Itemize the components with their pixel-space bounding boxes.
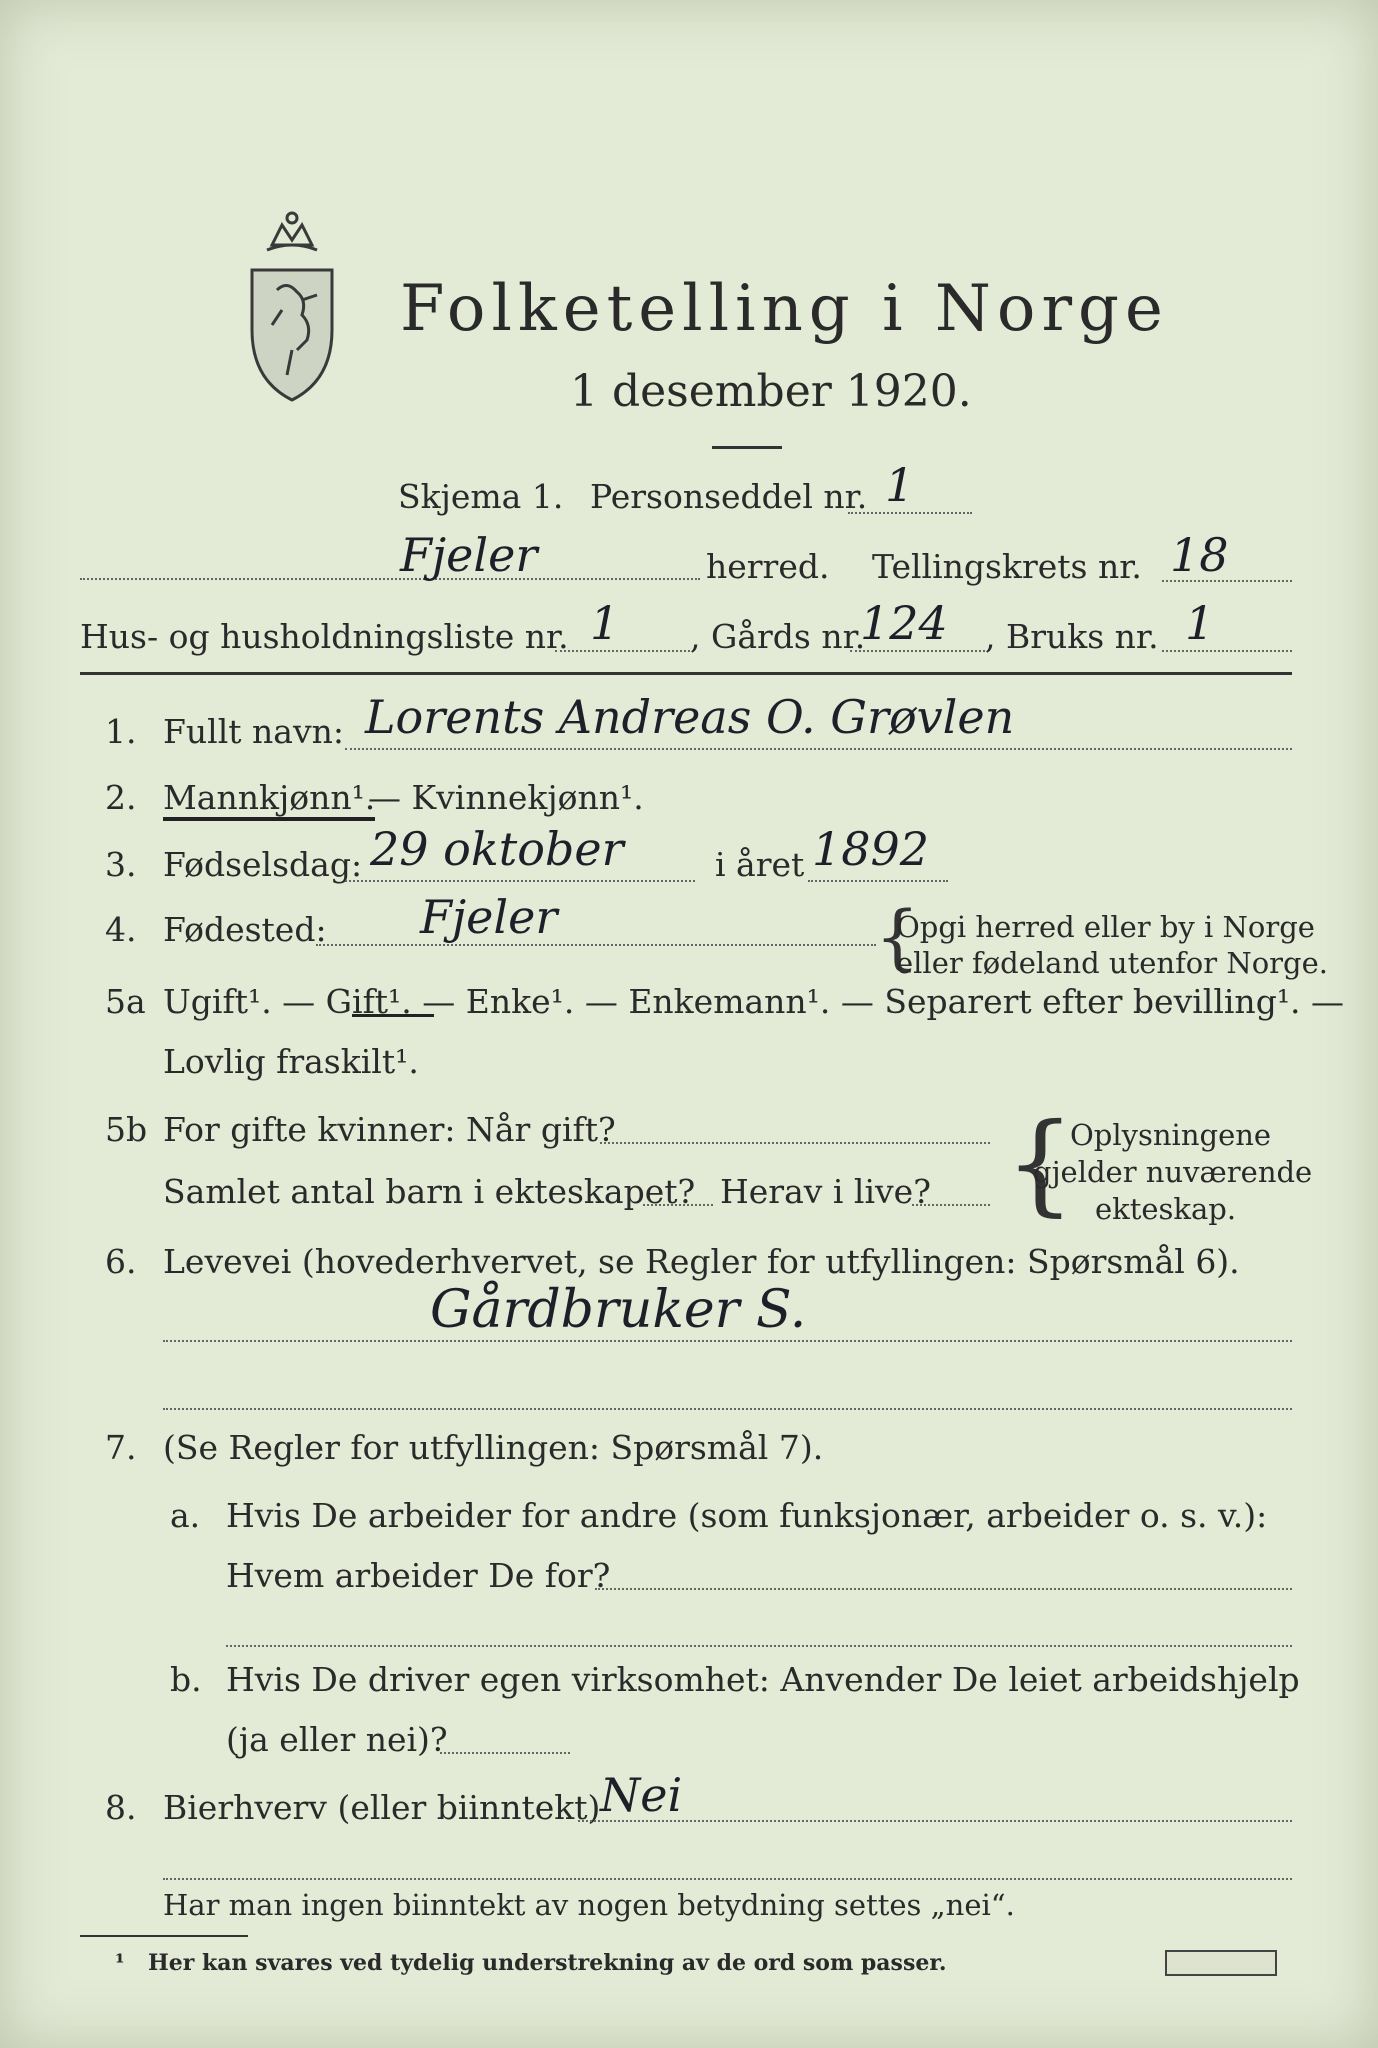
printer-stamp [1165, 1950, 1277, 1976]
q5b-number: 5b [105, 1110, 148, 1149]
q3-label: Fødselsdag: [163, 845, 363, 884]
side-income-value[interactable]: Nei [600, 1768, 683, 1822]
q5b-note-line1: Oplysningene [1070, 1118, 1272, 1152]
q7b-line1: Hvis De driver egen virksomhet: Anvender De leiet arbeidshjelp [226, 1660, 1300, 1699]
q7a-letter: a. [170, 1496, 201, 1535]
q4-number: 4. [105, 910, 137, 949]
marital-status-divorced[interactable]: Lovlig fraskilt¹. [163, 1042, 419, 1081]
q7-label: (Se Regler for utfyllingen: Spørsmål 7). [163, 1428, 824, 1467]
q5b-children-label: Samlet antal barn i ekteskapet? [163, 1172, 696, 1211]
q6-number: 6. [105, 1242, 137, 1281]
personseddel-value[interactable]: 1 [885, 458, 915, 512]
skjema-label: Skjema 1. [398, 477, 564, 516]
q8-number: 8. [105, 1788, 137, 1827]
footnote-text: Her kan svares ved tydelig understrekning av de ord som passer. [148, 1950, 947, 1976]
census-date: 1 desember 1920. [570, 366, 972, 417]
full-name-value[interactable]: Lorents Andreas O. Grøvlen [365, 690, 1015, 744]
birthdate-value[interactable]: 29 oktober [370, 822, 624, 876]
q7b-letter: b. [170, 1660, 202, 1699]
gards-label: , Gårds nr. [690, 617, 866, 656]
q1-number: 1. [105, 712, 137, 751]
personseddel-label: Personseddel nr. [590, 477, 868, 516]
tellingskrets-value[interactable]: 18 [1170, 528, 1229, 582]
q5b-alive-label: Herav i live? [720, 1172, 931, 1211]
coat-of-arms-icon [232, 200, 352, 410]
q8-note: Har man ingen biinntekt av nogen betydning settes „nei“. [163, 1888, 1015, 1922]
q3-number: 3. [105, 845, 137, 884]
q5b-married-label: For gifte kvinner: Når gift? [163, 1110, 616, 1149]
q1-label: Fullt navn: [163, 712, 344, 751]
q4-note-line2: eller fødeland utenfor Norge. [896, 946, 1328, 980]
gender-male-option[interactable]: Mannkjønn¹. [163, 778, 375, 821]
bruks-value[interactable]: 1 [1185, 596, 1215, 650]
census-form: Folketelling i Norge 1 desember 1920. Skjema 1. Personseddel nr. 1 Fjeler herred. Tellingskrets nr. 18 Hus- og husholdningsliste nr. 1 , Gårds nr. 124 , Bruks nr. 1 1. Fullt navn: Lorents Andreas O. Grøvlen 2. Mannkjønn¹. — Kvinnekjønn¹. 3. Fødselsdag: 29 oktober i året 1892 4. Fødested: Fjeler { Opgi herred eller by i Norge eller fødeland utenfor Norge. 5a Ugift¹. — Gift¹. — Enke¹. — Enkemann¹. — Separert efter bevilling¹. — Lovlig fraskilt¹. 5b For gifte kvinner: Når gift? Samlet antal barn i ekteskapet? Herav i live? { Oplysningene gjelder nuværende ekteskap. 6. Levevei (hovederhvervet, se Regler for utfyllingen: Spørsmål 6). Gårdbruker S. 7. (Se Regler for utfyllingen: Spørsmål 7). a. Hvis De arbeider for andre (som funksjonær, arbeider o. s. v.): Hvem arbeider De for? b. Hvis De driver egen virksomhet: Anvender De leiet arbeidshjelp (ja eller nei)? 8. Bierhverv (eller biinntekt) Nei Har man ingen biinntekt av nogen betydning settes „nei“. ¹ Her kan svares ved tydelig understrekning av de ord som passer. [0, 0, 1378, 2048]
q5b-note-line3: ekteskap. [1095, 1192, 1237, 1226]
q3-year-label: i året [715, 845, 805, 884]
q5b-note-line2: gjelder nuværende [1033, 1155, 1313, 1189]
occupation-value[interactable]: Gårdbruker S. [430, 1280, 807, 1340]
footnote-mark: ¹ [115, 1950, 125, 1976]
q2-number: 2. [105, 778, 137, 817]
birthplace-value[interactable]: Fjeler [420, 890, 558, 944]
q4-label: Fødested: [163, 910, 327, 949]
q4-note-line1: Opgi herred eller by i Norge [896, 910, 1315, 944]
q6-label: Levevei (hovederhvervet, se Regler for utfyllingen: Spørsmål 6). [163, 1242, 1240, 1281]
husholdningsliste-value[interactable]: 1 [590, 596, 620, 650]
marital-status-options[interactable]: Ugift¹. — Gift¹. — Enke¹. — Enkemann¹. — Separert efter bevilling¹. — [163, 982, 1345, 1021]
q8-label: Bierhverv (eller biinntekt) [163, 1788, 601, 1827]
tellingskrets-label: Tellingskrets nr. [872, 547, 1142, 586]
q5a-number: 5a [105, 982, 146, 1021]
husholdningsliste-label: Hus- og husholdningsliste nr. [80, 617, 569, 656]
gender-female-option[interactable]: — Kvinnekjønn¹. [368, 778, 644, 817]
q7-number: 7. [105, 1428, 137, 1467]
bruks-label: , Bruks nr. [985, 617, 1159, 656]
birth-year-value[interactable]: 1892 [812, 822, 930, 876]
q7b-line2: (ja eller nei)? [226, 1720, 448, 1759]
q7a-line1: Hvis De arbeider for andre (som funksjonær, arbeider o. s. v.): [226, 1496, 1268, 1535]
q7a-line2: Hvem arbeider De for? [226, 1556, 611, 1595]
herred-value[interactable]: Fjeler [400, 528, 538, 582]
form-title: Folketelling i Norge [400, 272, 1169, 346]
herred-label: herred. [706, 547, 830, 586]
gards-value[interactable]: 124 [860, 596, 948, 650]
